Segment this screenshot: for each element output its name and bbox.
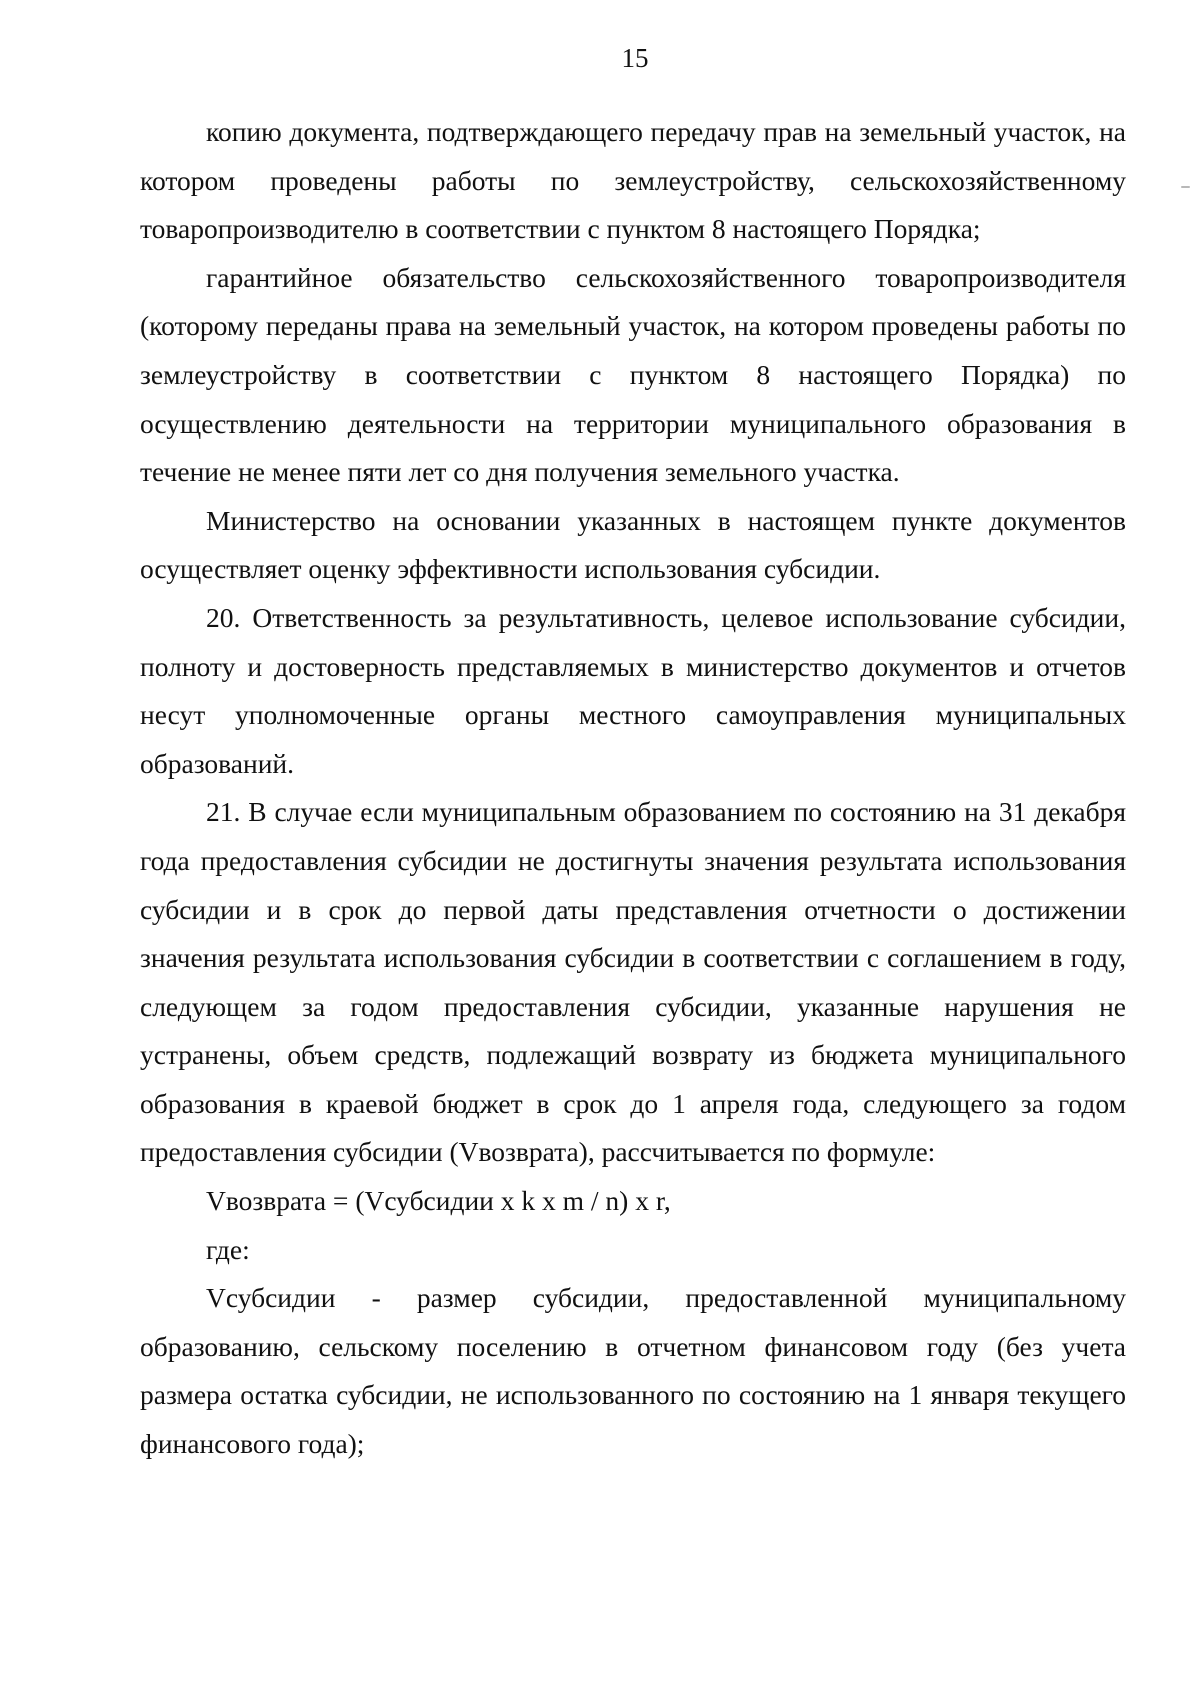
paragraph-item-21: 21. В случае если муниципальным образованием по состоянию на 31 декабря года предоставления субсидии не достигнуты значения результата использования субсидии и в срок до первой даты представления отчетности о достижении значения результата использования субсидии в соответствии с соглашением в году, следующем за годом предоставления субсидии, указанные нарушения не устранены, объем средств, подлежащий возврату из бюджета муниципального образования в краевой бюджет в срок до 1 апреля года, следующего за годом предоставления субсидии (Vвозврата), рассчитывается по формуле: — [140, 796, 1126, 1168]
paragraph-ministry-assessment: Министерство на основании указанных в настоящем пункте документов осуществляет оценку эффективности использования субсидии. — [140, 504, 1126, 585]
scan-artifact — [1181, 186, 1190, 188]
formula-refund: Vвозврата = (Vсубсидии x k x m / n) x r, — [206, 1185, 671, 1217]
paragraph-item-20: 20. Ответственность за результативность, целевое использование субсидии, полноту и достоверность представляемых в министерство документов и отчетов несут уполномоченные органы местного самоуправления муниципальных образований. — [140, 601, 1126, 779]
page-number: 15 — [621, 43, 649, 73]
formula-where-label: где: — [206, 1233, 250, 1265]
paragraph-land-transfer-copy: копию документа, подтверждающего передачу прав на земельный участок, на котором проведены работы по землеустройству, сельскохозяйственному товаропроизводителю в соответствии с пунктом 8 настоящего Порядка; — [140, 116, 1126, 245]
definition-subsidy-volume: Vсубсидии - размер субсидии, предоставленной муниципальному образованию, сельскому поселению в отчетном финансовом году (без учета размера остатка субсидии, не использованного по состоянию на 1 января текущего финансового года); — [140, 1282, 1126, 1460]
paragraph-guarantee-obligation: гарантийное обязательство сельскохозяйственного товаропроизводителя (которому переданы права на земельный участок, на котором проведены работы по землеустройству в соответствии с пунктом 8 настоящего Порядка) по осуществлению деятельности на территории муниципального образования в течение не менее пяти лет со дня получения земельного участка. — [140, 261, 1126, 488]
document-body — [140, 108, 1126, 1469]
